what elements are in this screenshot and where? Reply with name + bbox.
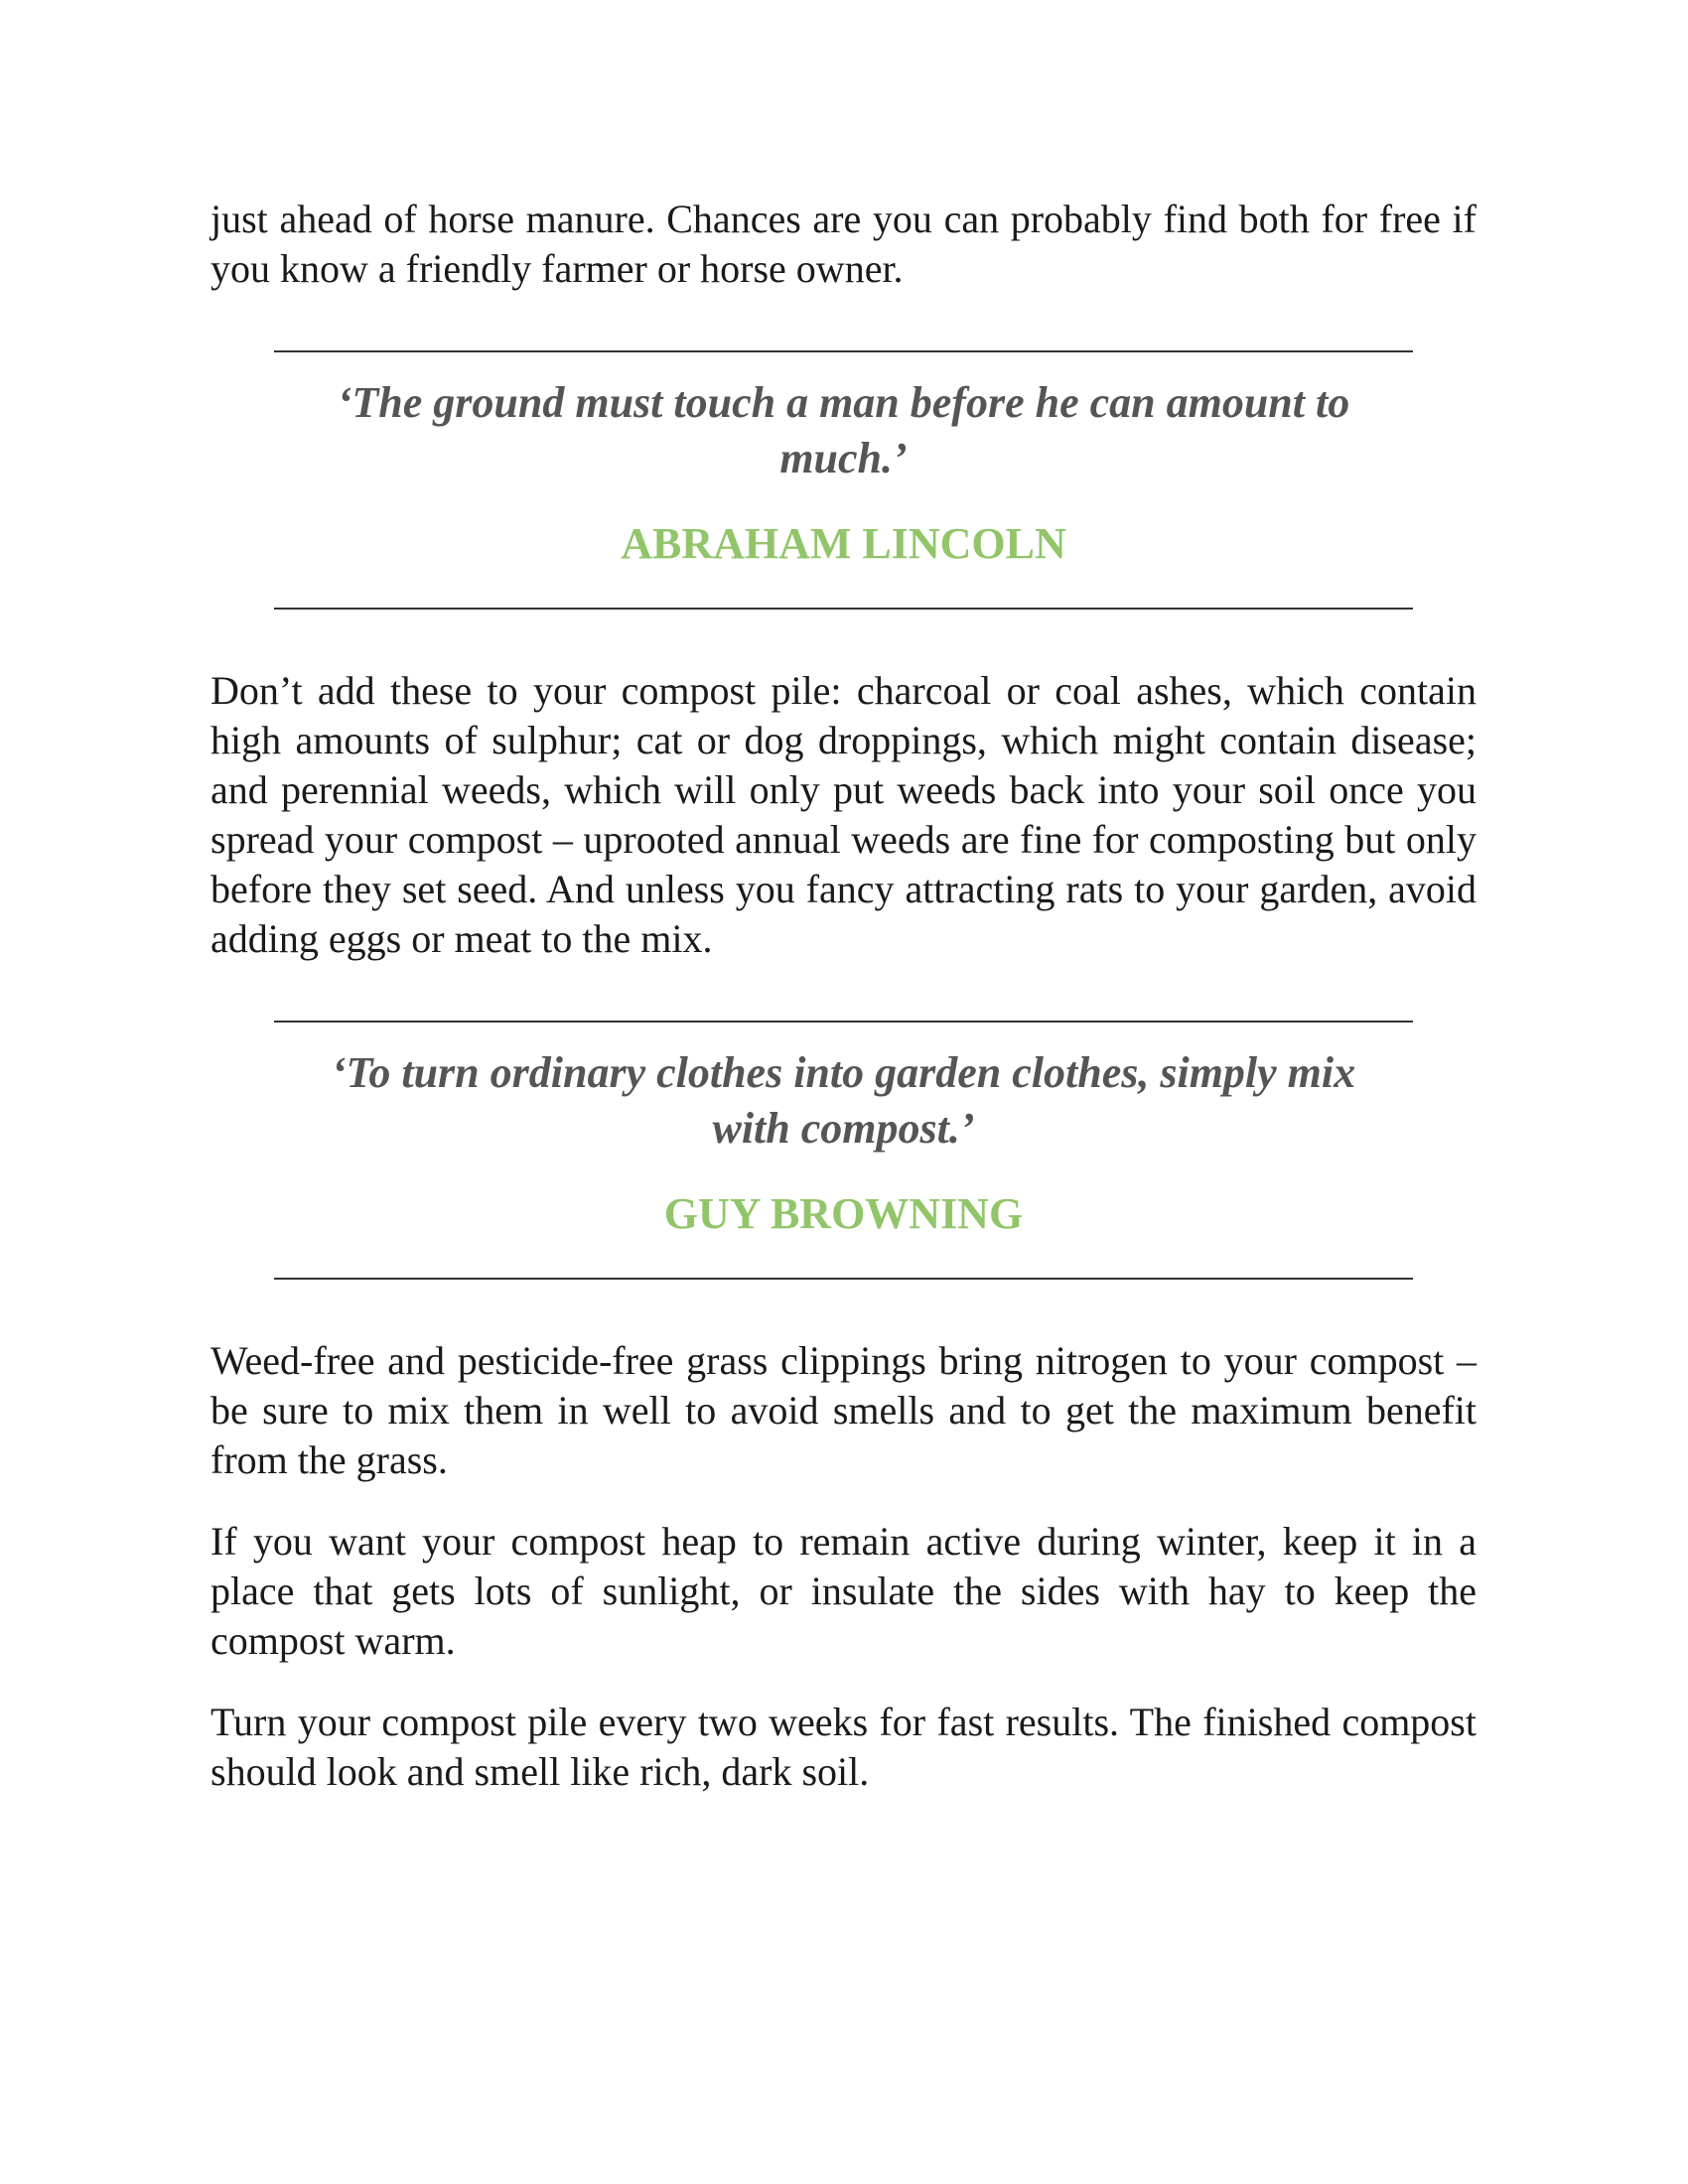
pull-quote-1 <box>211 375 1477 572</box>
turn-pile-paragraph: Turn your compost pile every two weeks for fast results. The finished compost should look and smell like rich, dark soil. <box>211 1700 1477 1794</box>
quote-author: ABRAHAM LINCOLN <box>621 519 1066 568</box>
winter-paragraph: If you want your compost heap to remain active during winter, keep it in a place that gets lots of sunlight, or insulate the sides with hay to keep the compost warm. <box>211 1519 1477 1663</box>
intro-paragraph: just ahead of horse manure. Chances are you can probably find both for free if you know a friendly farmer or horse owner. <box>211 197 1477 291</box>
quote-divider-bottom-2 <box>274 1278 1413 1280</box>
pull-quote-2 <box>211 1045 1477 1242</box>
quote-divider-top-2 <box>274 1021 1413 1023</box>
quote-text: ‘To turn ordinary clothes into garden clothes, simply mix with compost.’ <box>331 1048 1356 1153</box>
document-page <box>211 195 1477 1797</box>
dont-add-paragraph: Don’t add these to your compost pile: charcoal or coal ashes, which contain high amounts of sulphur; cat or dog droppings, which might contain disease; and perennial weeds, which will only put weeds back into your soil once you spread your compost – uprooted annual weeds are fine for composting but only before they set seed. And unless you fancy attracting rats to your garden, avoid adding eggs or meat to the mix. <box>211 668 1477 961</box>
grass-clippings-paragraph: Weed-free and pesticide-free grass clippings bring nitrogen to your compost – be sure to mix them in well to avoid smells and to get the maximum benefit from the grass. <box>211 1338 1477 1482</box>
quote-divider-top-1 <box>274 350 1413 352</box>
quote-text: ‘The ground must touch a man before he can amount to much.’ <box>337 378 1350 482</box>
quote-divider-bottom-1 <box>274 608 1413 610</box>
quote-author: GUY BROWNING <box>663 1189 1024 1238</box>
